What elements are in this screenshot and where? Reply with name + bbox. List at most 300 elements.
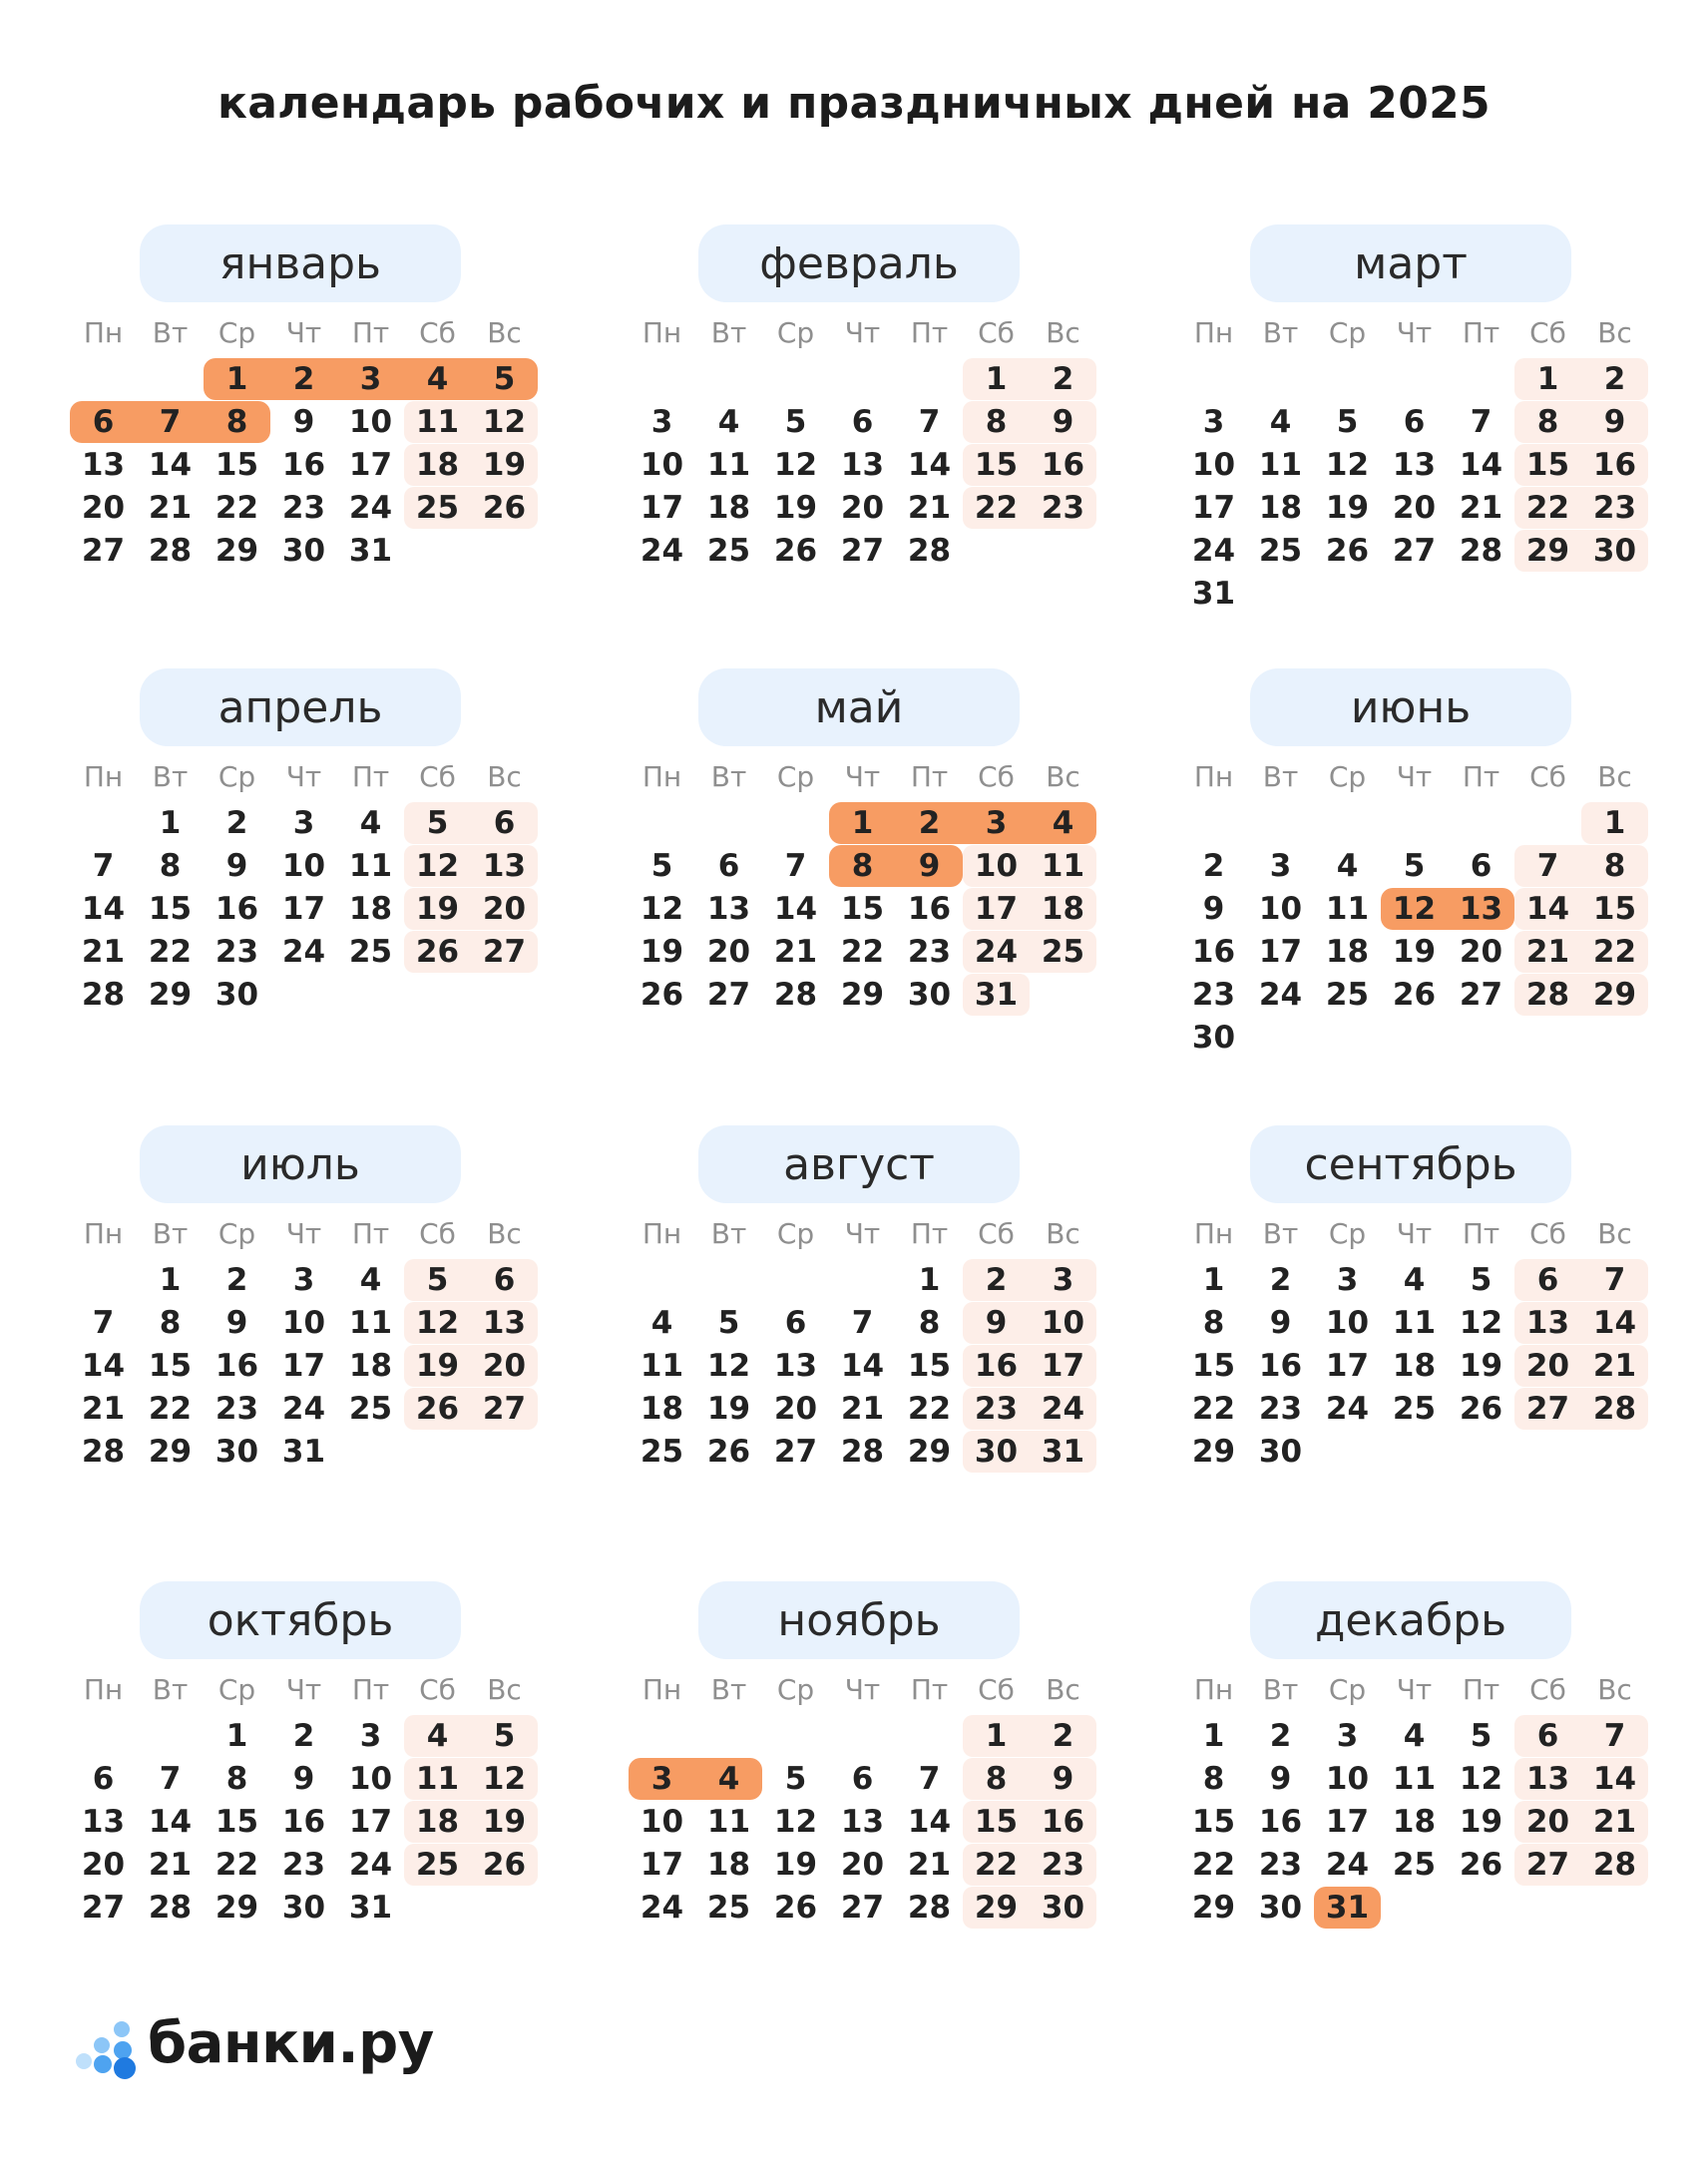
day-cell: 29 xyxy=(1525,533,1570,569)
day-cell: 6 xyxy=(92,404,115,440)
day-cell: 1 xyxy=(985,361,1008,397)
day-cell: 28 xyxy=(81,977,126,1013)
day-cell: 13 xyxy=(81,447,126,483)
day-cell: 11 xyxy=(1325,891,1370,927)
day-cell: 5 xyxy=(493,1718,516,1754)
day-cell: 24 xyxy=(1325,1847,1370,1883)
weekday-label: Чт xyxy=(1396,316,1433,349)
weekday-label: Вт xyxy=(1262,316,1299,349)
day-cell: 11 xyxy=(415,1761,460,1797)
weekday-label: Сб xyxy=(419,316,456,349)
day-cell: 12 xyxy=(482,404,527,440)
day-cell: 26 xyxy=(706,1434,751,1470)
weekday-label: Чт xyxy=(1396,1217,1433,1250)
month-name: октябрь xyxy=(140,1581,461,1659)
day-cell: 26 xyxy=(415,1391,460,1427)
day-cell: 10 xyxy=(281,1305,326,1341)
day-cell: 21 xyxy=(907,1847,952,1883)
month-name: август xyxy=(698,1125,1020,1203)
weekday-label: Ср xyxy=(776,316,815,349)
day-cell: 3 xyxy=(650,1761,673,1797)
month-name: январь xyxy=(140,224,461,302)
day-cell: 24 xyxy=(348,1847,393,1883)
day-cell: 1 xyxy=(159,1262,182,1298)
day-cell: 2 xyxy=(918,805,941,841)
day-cell: 5 xyxy=(426,805,449,841)
weekday-label: Вс xyxy=(1046,1217,1080,1250)
day-cell: 1 xyxy=(159,805,182,841)
day-cell: 19 xyxy=(482,1804,527,1840)
day-cell: 15 xyxy=(974,447,1019,483)
day-cell: 30 xyxy=(1191,1020,1236,1056)
weekday-label: Сб xyxy=(1529,760,1566,793)
day-cell: 23 xyxy=(214,1391,259,1427)
day-cell: 21 xyxy=(1592,1348,1637,1384)
day-cell: 9 xyxy=(1202,891,1225,927)
day-cell: 22 xyxy=(840,934,885,970)
day-cell: 20 xyxy=(1525,1348,1570,1384)
weekday-label: Ср xyxy=(217,1217,256,1250)
day-cell: 7 xyxy=(851,1305,874,1341)
day-cell: 29 xyxy=(974,1890,1019,1926)
day-cell: 6 xyxy=(493,805,516,841)
weekday-label: Вс xyxy=(1046,1673,1080,1706)
day-cell: 6 xyxy=(1470,848,1493,884)
day-cell: 21 xyxy=(840,1391,885,1427)
day-cell: 11 xyxy=(706,1804,751,1840)
day-cell: 31 xyxy=(348,533,393,569)
month-name: март xyxy=(1250,224,1571,302)
weekday-label: Сб xyxy=(419,1217,456,1250)
day-cell: 31 xyxy=(348,1890,393,1926)
weekday-label: Сб xyxy=(978,1673,1015,1706)
day-cell: 15 xyxy=(1191,1804,1236,1840)
day-cell: 28 xyxy=(1592,1847,1637,1883)
day-cell: 30 xyxy=(974,1434,1019,1470)
day-cell: 14 xyxy=(1459,447,1503,483)
day-cell: 17 xyxy=(348,1804,393,1840)
day-cell: 15 xyxy=(974,1804,1019,1840)
weekday-label: Пн xyxy=(641,316,682,349)
month-4 xyxy=(70,668,549,1087)
day-cell: 15 xyxy=(840,891,885,927)
day-cell: 14 xyxy=(907,1804,952,1840)
day-cell: 6 xyxy=(784,1305,807,1341)
day-cell: 7 xyxy=(918,404,941,440)
day-cell: 4 xyxy=(1403,1262,1426,1298)
day-cell: 1 xyxy=(225,361,248,397)
day-cell: 24 xyxy=(281,934,326,970)
day-cell: 16 xyxy=(214,1348,259,1384)
day-cell: 4 xyxy=(1336,848,1359,884)
day-cell: 26 xyxy=(1392,977,1437,1013)
weekday-label: Пн xyxy=(1193,1673,1234,1706)
day-cell: 4 xyxy=(717,404,740,440)
weekday-label: Пт xyxy=(1462,1217,1500,1250)
weekday-label: Вс xyxy=(1597,1217,1632,1250)
weekday-label: Ср xyxy=(776,1217,815,1250)
day-cell: 29 xyxy=(1191,1890,1236,1926)
day-cell: 29 xyxy=(148,1434,193,1470)
day-cell: 10 xyxy=(640,1804,684,1840)
day-cell: 16 xyxy=(214,891,259,927)
day-cell: 20 xyxy=(1392,490,1437,526)
weekday-label: Вс xyxy=(1046,760,1080,793)
month-name: май xyxy=(698,668,1020,746)
day-cell: 5 xyxy=(1470,1718,1493,1754)
day-cell: 7 xyxy=(1470,404,1493,440)
day-cell: 25 xyxy=(415,490,460,526)
day-cell: 28 xyxy=(81,1434,126,1470)
day-cell: 7 xyxy=(784,848,807,884)
day-cell: 4 xyxy=(1403,1718,1426,1754)
day-cell: 8 xyxy=(225,404,248,440)
day-cell: 31 xyxy=(281,1434,326,1470)
weekday-label: Вс xyxy=(487,316,522,349)
day-cell: 1 xyxy=(918,1262,941,1298)
day-cell: 19 xyxy=(415,891,460,927)
day-cell: 22 xyxy=(214,1847,259,1883)
weekday-label: Чт xyxy=(285,316,322,349)
day-cell: 18 xyxy=(1392,1804,1437,1840)
day-cell: 20 xyxy=(840,490,885,526)
day-cell: 8 xyxy=(985,1761,1008,1797)
logo-dot xyxy=(94,2055,112,2073)
weekday-label: Пн xyxy=(83,760,124,793)
day-cell: 23 xyxy=(281,1847,326,1883)
weekday-label: Сб xyxy=(978,1217,1015,1250)
weekday-label: Вт xyxy=(152,316,189,349)
weekday-label: Вт xyxy=(1262,1217,1299,1250)
day-cell: 3 xyxy=(650,404,673,440)
day-cell: 21 xyxy=(81,1391,126,1427)
day-cell: 12 xyxy=(773,1804,818,1840)
day-cell: 26 xyxy=(415,934,460,970)
day-cell: 12 xyxy=(706,1348,751,1384)
day-cell: 28 xyxy=(907,533,952,569)
day-cell: 20 xyxy=(482,891,527,927)
day-cell: 25 xyxy=(415,1847,460,1883)
day-cell: 22 xyxy=(1191,1391,1236,1427)
day-cell: 6 xyxy=(717,848,740,884)
weekday-label: Чт xyxy=(844,1217,881,1250)
weekday-label: Пт xyxy=(1462,316,1500,349)
day-cell: 11 xyxy=(1392,1305,1437,1341)
day-cell: 9 xyxy=(292,404,315,440)
month-9 xyxy=(1180,1125,1659,1544)
month-name: ноябрь xyxy=(698,1581,1020,1659)
weekday-label: Вт xyxy=(152,760,189,793)
day-cell: 13 xyxy=(840,1804,885,1840)
day-cell: 11 xyxy=(1258,447,1303,483)
month-name: апрель xyxy=(140,668,461,746)
month-name: февраль xyxy=(698,224,1020,302)
weekday-label: Чт xyxy=(844,760,881,793)
day-cell: 3 xyxy=(985,805,1008,841)
day-cell: 23 xyxy=(1258,1847,1303,1883)
day-cell: 27 xyxy=(482,1391,527,1427)
day-cell: 17 xyxy=(640,1847,684,1883)
day-cell: 24 xyxy=(1325,1391,1370,1427)
day-cell: 18 xyxy=(415,447,460,483)
weekday-label: Ср xyxy=(1328,1673,1367,1706)
day-cell: 11 xyxy=(415,404,460,440)
weekday-label: Сб xyxy=(1529,1673,1566,1706)
day-cell: 10 xyxy=(1325,1761,1370,1797)
day-cell: 22 xyxy=(1592,934,1637,970)
day-cell: 2 xyxy=(292,1718,315,1754)
day-cell: 17 xyxy=(1041,1348,1085,1384)
day-cell: 31 xyxy=(1041,1434,1085,1470)
day-cell: 7 xyxy=(159,404,182,440)
day-cell: 16 xyxy=(1592,447,1637,483)
day-cell: 4 xyxy=(359,1262,382,1298)
day-cell: 11 xyxy=(348,1305,393,1341)
day-cell: 4 xyxy=(426,361,449,397)
weekday-label: Сб xyxy=(419,1673,456,1706)
day-cell: 10 xyxy=(1041,1305,1085,1341)
day-cell: 2 xyxy=(292,361,315,397)
day-cell: 10 xyxy=(1191,447,1236,483)
day-cell: 23 xyxy=(1191,977,1236,1013)
day-cell: 30 xyxy=(1041,1890,1085,1926)
day-cell: 27 xyxy=(706,977,751,1013)
weekday-label: Ср xyxy=(1328,760,1367,793)
day-cell: 27 xyxy=(1525,1847,1570,1883)
logo-dot xyxy=(114,2057,136,2079)
weekday-label: Сб xyxy=(1529,316,1566,349)
day-cell: 16 xyxy=(974,1348,1019,1384)
weekday-label: Пт xyxy=(910,1673,949,1706)
day-cell: 5 xyxy=(1470,1262,1493,1298)
day-cell: 28 xyxy=(907,1890,952,1926)
day-cell: 13 xyxy=(773,1348,818,1384)
weekday-label: Пт xyxy=(351,316,390,349)
day-cell: 13 xyxy=(482,1305,527,1341)
day-cell: 25 xyxy=(1041,934,1085,970)
month-name: июнь xyxy=(1250,668,1571,746)
day-cell: 20 xyxy=(81,1847,126,1883)
day-cell: 18 xyxy=(1041,891,1085,927)
day-cell: 6 xyxy=(1403,404,1426,440)
day-cell: 8 xyxy=(1202,1761,1225,1797)
day-cell: 30 xyxy=(281,533,326,569)
weekday-label: Пн xyxy=(1193,1217,1234,1250)
month-7 xyxy=(70,1125,549,1544)
day-cell: 26 xyxy=(773,1890,818,1926)
month-name: сентябрь xyxy=(1250,1125,1571,1203)
day-cell: 2 xyxy=(985,1262,1008,1298)
day-cell: 24 xyxy=(348,490,393,526)
weekday-label: Пн xyxy=(641,1217,682,1250)
day-cell: 14 xyxy=(1592,1305,1637,1341)
day-cell: 25 xyxy=(706,533,751,569)
day-cell: 12 xyxy=(640,891,684,927)
day-cell: 5 xyxy=(1336,404,1359,440)
day-cell: 26 xyxy=(640,977,684,1013)
day-cell: 4 xyxy=(650,1305,673,1341)
day-cell: 13 xyxy=(81,1804,126,1840)
day-cell: 22 xyxy=(907,1391,952,1427)
day-cell: 14 xyxy=(907,447,952,483)
day-cell: 20 xyxy=(773,1391,818,1427)
day-cell: 18 xyxy=(1392,1348,1437,1384)
day-cell: 16 xyxy=(281,447,326,483)
weekday-label: Ср xyxy=(776,1673,815,1706)
day-cell: 22 xyxy=(974,490,1019,526)
day-cell: 30 xyxy=(281,1890,326,1926)
day-cell: 24 xyxy=(1258,977,1303,1013)
weekday-label: Вс xyxy=(1046,316,1080,349)
day-cell: 18 xyxy=(1325,934,1370,970)
day-cell: 29 xyxy=(148,977,193,1013)
day-cell: 17 xyxy=(1325,1348,1370,1384)
day-cell: 23 xyxy=(214,934,259,970)
day-cell: 17 xyxy=(1325,1804,1370,1840)
day-cell: 17 xyxy=(281,891,326,927)
day-cell: 30 xyxy=(1258,1434,1303,1470)
day-cell: 2 xyxy=(1603,361,1626,397)
day-cell: 2 xyxy=(1052,361,1074,397)
day-cell: 8 xyxy=(851,848,874,884)
day-cell: 5 xyxy=(1403,848,1426,884)
day-cell: 25 xyxy=(1325,977,1370,1013)
day-cell: 13 xyxy=(840,447,885,483)
weekday-label: Пт xyxy=(351,1217,390,1250)
day-cell: 28 xyxy=(148,1890,193,1926)
day-cell: 22 xyxy=(1525,490,1570,526)
month-name: июль xyxy=(140,1125,461,1203)
day-cell: 3 xyxy=(1336,1262,1359,1298)
day-cell: 26 xyxy=(1459,1847,1503,1883)
day-cell: 28 xyxy=(840,1434,885,1470)
month-1 xyxy=(70,224,549,644)
day-cell: 6 xyxy=(851,404,874,440)
day-cell: 21 xyxy=(1459,490,1503,526)
day-cell: 2 xyxy=(1202,848,1225,884)
day-cell: 28 xyxy=(1459,533,1503,569)
day-cell: 15 xyxy=(148,1348,193,1384)
day-cell: 12 xyxy=(482,1761,527,1797)
weekday-label: Чт xyxy=(844,316,881,349)
day-cell: 29 xyxy=(214,533,259,569)
day-cell: 27 xyxy=(840,1890,885,1926)
day-cell: 2 xyxy=(1052,1718,1074,1754)
day-cell: 21 xyxy=(81,934,126,970)
day-cell: 16 xyxy=(1258,1804,1303,1840)
day-cell: 21 xyxy=(148,1847,193,1883)
weekday-label: Пт xyxy=(351,760,390,793)
day-cell: 19 xyxy=(773,490,818,526)
day-cell: 10 xyxy=(348,1761,393,1797)
day-cell: 3 xyxy=(292,1262,315,1298)
day-cell: 16 xyxy=(907,891,952,927)
day-cell: 18 xyxy=(1258,490,1303,526)
weekday-label: Вс xyxy=(487,760,522,793)
day-cell: 20 xyxy=(1525,1804,1570,1840)
day-cell: 6 xyxy=(92,1761,115,1797)
day-cell: 4 xyxy=(1269,404,1292,440)
day-cell: 11 xyxy=(640,1348,684,1384)
day-cell: 22 xyxy=(148,934,193,970)
day-cell: 4 xyxy=(1052,805,1074,841)
weekday-label: Вт xyxy=(710,1673,747,1706)
day-cell: 30 xyxy=(214,1434,259,1470)
day-cell: 23 xyxy=(1592,490,1637,526)
day-cell: 7 xyxy=(1536,848,1559,884)
weekday-label: Ср xyxy=(1328,316,1367,349)
day-cell: 27 xyxy=(81,533,126,569)
weekday-label: Ср xyxy=(217,760,256,793)
day-cell: 10 xyxy=(1325,1305,1370,1341)
day-cell: 1 xyxy=(1536,361,1559,397)
day-cell: 4 xyxy=(426,1718,449,1754)
day-cell: 27 xyxy=(1392,533,1437,569)
day-cell: 7 xyxy=(918,1761,941,1797)
day-cell: 13 xyxy=(1525,1305,1570,1341)
day-cell: 23 xyxy=(907,934,952,970)
day-cell: 1 xyxy=(225,1718,248,1754)
day-cell: 29 xyxy=(840,977,885,1013)
day-cell: 14 xyxy=(81,891,126,927)
day-cell: 7 xyxy=(92,848,115,884)
weekday-label: Вс xyxy=(1597,760,1632,793)
day-cell: 9 xyxy=(225,848,248,884)
day-cell: 21 xyxy=(148,490,193,526)
day-cell: 8 xyxy=(225,1761,248,1797)
weekday-label: Вт xyxy=(710,1217,747,1250)
day-cell: 28 xyxy=(1525,977,1570,1013)
day-cell: 26 xyxy=(482,1847,527,1883)
month-5 xyxy=(629,668,1107,1087)
day-cell: 21 xyxy=(773,934,818,970)
day-cell: 1 xyxy=(1603,805,1626,841)
day-cell: 31 xyxy=(1191,576,1236,612)
day-cell: 14 xyxy=(773,891,818,927)
day-cell: 26 xyxy=(482,490,527,526)
day-cell: 28 xyxy=(773,977,818,1013)
day-cell: 19 xyxy=(706,1391,751,1427)
day-cell: 15 xyxy=(214,1804,259,1840)
day-cell: 16 xyxy=(1258,1348,1303,1384)
day-cell: 14 xyxy=(1525,891,1570,927)
day-cell: 29 xyxy=(214,1890,259,1926)
day-cell: 24 xyxy=(974,934,1019,970)
day-cell: 12 xyxy=(1325,447,1370,483)
day-cell: 28 xyxy=(148,533,193,569)
day-cell: 3 xyxy=(1202,404,1225,440)
weekday-label: Вт xyxy=(710,316,747,349)
day-cell: 30 xyxy=(214,977,259,1013)
day-cell: 27 xyxy=(1525,1391,1570,1427)
day-cell: 26 xyxy=(1459,1391,1503,1427)
day-cell: 15 xyxy=(1525,447,1570,483)
day-cell: 29 xyxy=(1592,977,1637,1013)
day-cell: 7 xyxy=(1603,1262,1626,1298)
day-cell: 9 xyxy=(985,1305,1008,1341)
day-cell: 2 xyxy=(1269,1262,1292,1298)
day-cell: 1 xyxy=(1202,1718,1225,1754)
day-cell: 13 xyxy=(706,891,751,927)
weekday-label: Вс xyxy=(1597,316,1632,349)
weekday-label: Вт xyxy=(152,1217,189,1250)
weekday-label: Вс xyxy=(1597,1673,1632,1706)
day-cell: 8 xyxy=(1536,404,1559,440)
day-cell: 26 xyxy=(773,533,818,569)
day-cell: 22 xyxy=(1191,1847,1236,1883)
day-cell: 18 xyxy=(348,891,393,927)
day-cell: 16 xyxy=(1041,447,1085,483)
